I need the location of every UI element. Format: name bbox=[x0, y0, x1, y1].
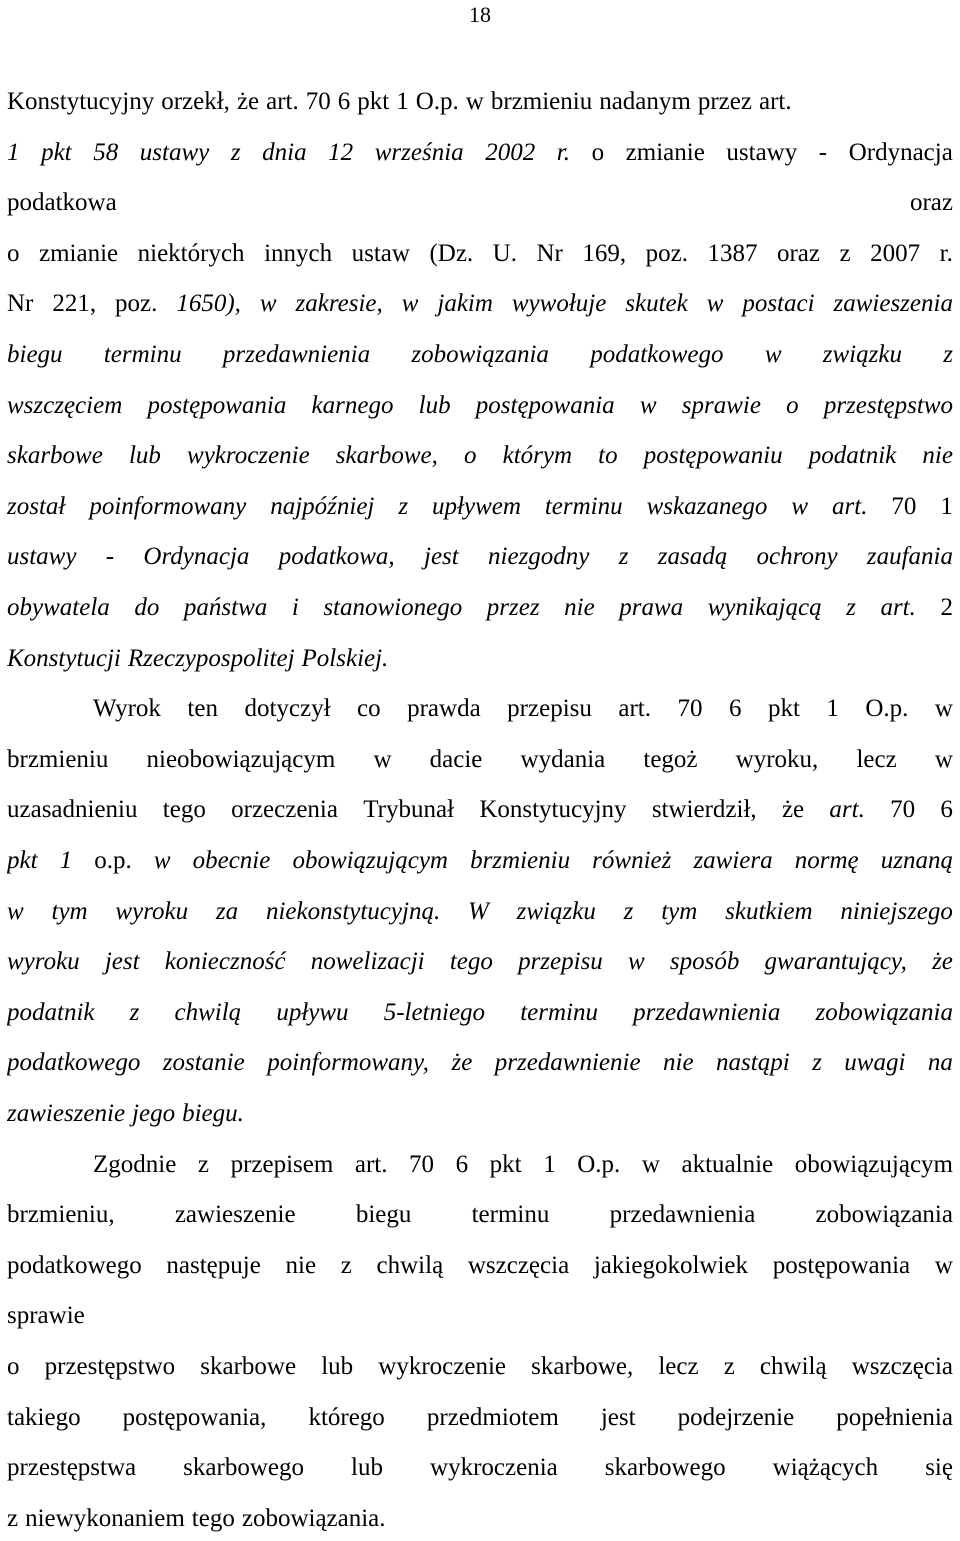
text-word: 70 bbox=[677, 695, 703, 723]
text-word: niniejszego bbox=[840, 897, 953, 925]
text-word: nie bbox=[922, 442, 953, 470]
text-word: 58 bbox=[93, 138, 119, 166]
text-word: obywatela bbox=[7, 594, 110, 621]
text-word: wywołuje bbox=[511, 290, 607, 318]
text-word: przedawnienia bbox=[633, 998, 781, 1026]
text-word: z bbox=[340, 1251, 352, 1279]
text-word: Zgodnie bbox=[93, 1150, 177, 1178]
text-word: wydania bbox=[520, 745, 606, 773]
text-word: niektórych bbox=[137, 239, 245, 267]
text-word: orzeczenia bbox=[231, 796, 338, 824]
text-word: pkt bbox=[7, 847, 38, 874]
text-word: w bbox=[934, 745, 953, 773]
text-word: uwagi bbox=[844, 1049, 906, 1077]
text-word: z bbox=[943, 341, 953, 368]
text-word: przedawnienie bbox=[494, 1049, 641, 1077]
text-word: jest bbox=[104, 948, 140, 976]
text-word: upływem bbox=[432, 492, 521, 520]
text-word: w bbox=[706, 290, 724, 318]
text-word: jest bbox=[600, 1403, 636, 1431]
text-line bbox=[7, 896, 953, 928]
text-word: w bbox=[791, 492, 809, 520]
text-word: skarbowego bbox=[604, 1454, 726, 1482]
text-word: zaufania bbox=[866, 543, 953, 571]
text-word: wynikającą bbox=[707, 594, 822, 621]
text-line bbox=[7, 997, 953, 1029]
text-word: i bbox=[291, 594, 299, 621]
text-word: ustaw bbox=[351, 239, 410, 267]
text-word: biegu. bbox=[182, 1100, 244, 1127]
text-word: następuje bbox=[166, 1251, 261, 1279]
text-word: 2 bbox=[940, 594, 953, 621]
text-word: tegoż bbox=[643, 745, 698, 773]
text-word: 221, bbox=[52, 290, 97, 318]
text-word: konieczność bbox=[164, 948, 286, 976]
text-word: podejrzenie bbox=[677, 1403, 795, 1431]
text-word: - bbox=[818, 138, 828, 166]
text-word: Polskiej. bbox=[301, 644, 389, 672]
text-word: podatkowego bbox=[7, 1251, 142, 1279]
text-word: uznaną bbox=[880, 847, 953, 874]
text-line bbox=[7, 339, 953, 371]
text-word: brzmieniu bbox=[7, 745, 109, 773]
text-word: wykroczenia bbox=[430, 1454, 558, 1482]
text-word: którego bbox=[308, 1403, 385, 1431]
text-word: obowiązującym bbox=[292, 847, 448, 874]
text-word: brzmieniu bbox=[490, 88, 593, 115]
text-word: tego bbox=[449, 948, 493, 976]
text-word: w bbox=[465, 88, 484, 115]
text-word: W bbox=[468, 897, 489, 925]
text-word: zasadą bbox=[657, 543, 728, 571]
text-word: (Dz. bbox=[429, 239, 474, 267]
text-word: 1 bbox=[940, 492, 953, 520]
text-word: lecz bbox=[856, 745, 897, 773]
text-word: zobowiązania bbox=[815, 1201, 953, 1229]
text-word: oraz bbox=[776, 239, 821, 267]
text-word: takiego bbox=[7, 1403, 81, 1431]
text-word: terminu bbox=[471, 1201, 550, 1229]
text-word: zawieszenia bbox=[833, 290, 953, 318]
text-word: niekonstytucyjną. bbox=[265, 897, 441, 925]
text-line bbox=[7, 845, 953, 877]
text-word: że bbox=[932, 948, 953, 976]
text-word: innych bbox=[264, 239, 333, 267]
text-word: postępowania bbox=[475, 391, 615, 419]
text-word: prawa bbox=[619, 594, 684, 621]
text-line bbox=[7, 1098, 953, 1130]
text-word: przestępstwo bbox=[823, 391, 953, 419]
text-word: chwilą bbox=[759, 1353, 827, 1380]
text-word: 1 bbox=[543, 1150, 556, 1178]
text-word: terminu bbox=[544, 492, 623, 520]
text-word: 6 bbox=[940, 796, 953, 824]
text-word: wyroku bbox=[115, 897, 189, 925]
text-word: wszczęciem bbox=[7, 391, 123, 419]
text-word: zobowiązania bbox=[815, 998, 953, 1026]
text-word: pkt bbox=[767, 695, 800, 723]
text-word: Rzeczypospolitej bbox=[127, 644, 295, 672]
text-word: zakresie, bbox=[295, 290, 383, 318]
text-word: obecnie bbox=[192, 847, 271, 874]
text-word: podatkowego bbox=[7, 1049, 141, 1077]
text-word: podatnik bbox=[808, 442, 897, 470]
text-word: pkt bbox=[357, 88, 390, 115]
text-word: jakiegokolwiek bbox=[593, 1251, 748, 1279]
text-word: dnia bbox=[262, 138, 307, 166]
text-word: w bbox=[373, 745, 392, 773]
text-word: zawiera bbox=[693, 847, 773, 874]
text-word: tym bbox=[51, 897, 88, 925]
text-word: którym bbox=[502, 442, 573, 470]
text-word: stanowionego bbox=[323, 594, 463, 621]
text-word: o bbox=[591, 138, 605, 166]
text-word: tego bbox=[162, 796, 206, 824]
text-word: orzekł, bbox=[161, 88, 230, 115]
text-line bbox=[7, 491, 953, 523]
text-word: przez bbox=[486, 594, 540, 621]
text-word: został bbox=[7, 492, 66, 520]
text-word: terminu bbox=[520, 998, 598, 1026]
text-word: skutek bbox=[625, 290, 688, 318]
text-word: 1387 bbox=[707, 239, 758, 267]
text-word: zawieszenie bbox=[174, 1201, 296, 1229]
text-word: zostanie bbox=[162, 1049, 245, 1077]
text-line bbox=[7, 1402, 953, 1434]
text-line bbox=[7, 794, 953, 826]
text-word: przepisu bbox=[518, 948, 603, 976]
text-word: niezgodny bbox=[488, 543, 590, 571]
text-word: podatkowa, bbox=[278, 543, 395, 571]
text-word: 70 bbox=[305, 88, 331, 115]
text-word: niewykonaniem bbox=[25, 1504, 185, 1532]
text-word: o bbox=[786, 391, 799, 419]
text-word: 6 bbox=[337, 88, 351, 115]
text-word: państwa bbox=[183, 594, 268, 621]
text-word: z bbox=[723, 1353, 735, 1380]
text-word: przedawnienia bbox=[222, 341, 371, 368]
text-word: się bbox=[925, 1454, 953, 1482]
text-word: ten bbox=[187, 695, 218, 723]
text-word: wszczęcia bbox=[851, 1353, 953, 1380]
text-word: przepisem bbox=[230, 1150, 334, 1178]
text-word: 70 bbox=[409, 1150, 435, 1178]
text-word: wskazanego bbox=[646, 492, 768, 520]
text-line bbox=[7, 592, 953, 624]
text-word: Konstytucyjny bbox=[7, 88, 155, 115]
text-word: najpóźniej bbox=[270, 492, 375, 520]
text-line bbox=[7, 946, 953, 978]
text-word: chwilą bbox=[376, 1251, 444, 1279]
text-word: 2007 bbox=[870, 239, 921, 267]
text-word: podatkowa bbox=[7, 189, 117, 217]
text-word: postępowania, bbox=[122, 1403, 267, 1431]
text-word: zmianie bbox=[39, 239, 119, 267]
text-word: wszczęcia bbox=[467, 1251, 570, 1279]
text-word: przestępstwo bbox=[44, 1353, 176, 1380]
text-word: z bbox=[618, 543, 629, 571]
text-word: dacie bbox=[429, 745, 483, 773]
text-word: terminu bbox=[103, 341, 182, 368]
text-word: 169, bbox=[582, 239, 627, 267]
text-word: obowiązującym bbox=[794, 1150, 953, 1178]
text-word: 1 bbox=[7, 138, 20, 166]
text-word: pkt bbox=[489, 1150, 522, 1178]
text-word: Ordynacja bbox=[143, 543, 250, 571]
text-word: przedawnienia bbox=[609, 1201, 756, 1229]
text-word: 2002 bbox=[485, 138, 536, 166]
text-line bbox=[7, 187, 953, 219]
text-word: zmianie bbox=[625, 138, 705, 166]
text-word: przestępstwa bbox=[7, 1454, 137, 1482]
text-word: Konstytucyjny bbox=[479, 796, 627, 824]
text-word: przepisu bbox=[507, 695, 592, 723]
text-word: lecz bbox=[658, 1353, 699, 1380]
text-word: w bbox=[639, 391, 657, 419]
text-word: skutkiem bbox=[725, 897, 813, 925]
text-word: o bbox=[7, 1353, 20, 1380]
text-word: lub bbox=[351, 1454, 383, 1482]
text-line bbox=[7, 288, 953, 320]
text-word: poz. bbox=[115, 290, 158, 318]
text-word: w bbox=[934, 1251, 953, 1279]
text-word: z bbox=[839, 239, 851, 267]
text-word: nie bbox=[663, 1049, 694, 1077]
text-line bbox=[7, 1452, 953, 1484]
text-word: w bbox=[627, 948, 645, 976]
text-word: nieobowiązującym bbox=[146, 745, 336, 773]
text-word: r. bbox=[556, 138, 571, 166]
text-word: skarbowego bbox=[183, 1454, 304, 1482]
text-word: ustawy bbox=[139, 138, 210, 166]
text-word: podatkowego bbox=[590, 341, 724, 368]
text-word: tym bbox=[661, 897, 698, 925]
text-word: wyroku bbox=[7, 948, 80, 976]
text-word: art. bbox=[832, 492, 868, 520]
text-word: brzmieniu bbox=[470, 847, 571, 874]
text-word: że bbox=[781, 796, 805, 824]
text-word: jakim bbox=[437, 290, 493, 318]
text-word: lub bbox=[128, 442, 161, 470]
text-line bbox=[7, 390, 953, 422]
text-word: postępowaniu bbox=[643, 442, 783, 470]
text-word: O.p. bbox=[577, 1150, 621, 1178]
text-word: popełnienia bbox=[836, 1403, 953, 1431]
text-word: sprawie bbox=[7, 1302, 85, 1330]
text-line bbox=[93, 693, 953, 725]
text-word: 6 bbox=[728, 695, 742, 723]
text-word: sposób bbox=[669, 948, 740, 976]
text-word: z bbox=[197, 1150, 209, 1178]
text-word: o.p. bbox=[94, 847, 132, 874]
text-line bbox=[7, 440, 953, 472]
text-word: biegu bbox=[355, 1201, 412, 1229]
text-word: przez bbox=[697, 88, 752, 115]
text-word: art. bbox=[758, 88, 792, 115]
text-word: że bbox=[236, 88, 260, 115]
text-word: ustawy bbox=[7, 543, 77, 571]
text-word: za bbox=[215, 897, 239, 925]
text-word: nie bbox=[564, 594, 595, 621]
text-word: wyroku, bbox=[735, 745, 819, 773]
text-word: art. bbox=[880, 594, 916, 621]
text-word: września bbox=[374, 138, 464, 166]
text-word: z bbox=[129, 998, 140, 1026]
text-word: Trybunał bbox=[363, 796, 455, 824]
text-word: Nr bbox=[7, 290, 34, 318]
text-word: co bbox=[357, 695, 381, 723]
page-number: 18 bbox=[469, 2, 491, 27]
text-word: z bbox=[846, 594, 856, 621]
text-word: Konstytucji bbox=[7, 644, 121, 672]
text-word: stwierdził, bbox=[651, 796, 757, 824]
text-word: w bbox=[401, 290, 419, 318]
text-word: zawieszenie bbox=[7, 1100, 126, 1127]
text-word: wykroczenie bbox=[378, 1353, 507, 1380]
text-word: art. bbox=[618, 695, 651, 723]
text-word: wiążących bbox=[772, 1454, 879, 1482]
text-word: Nr bbox=[536, 239, 563, 267]
text-line bbox=[7, 1300, 953, 1332]
text-word: z bbox=[7, 1504, 19, 1532]
text-word: skarbowe bbox=[200, 1353, 297, 1380]
text-word: podatnik bbox=[7, 998, 95, 1026]
text-word: aktualnie bbox=[681, 1150, 774, 1178]
text-word: ochrony bbox=[756, 543, 838, 571]
text-word: przedmiotem bbox=[426, 1403, 559, 1431]
text-word: 1 bbox=[826, 695, 839, 723]
text-word: 12 bbox=[328, 138, 354, 166]
text-word: dotyczył bbox=[244, 695, 331, 723]
text-word: Ordynacja bbox=[848, 138, 953, 166]
text-word: 70 bbox=[890, 796, 916, 824]
text-line bbox=[7, 1047, 953, 1079]
text-word: że bbox=[451, 1049, 473, 1077]
text-word: poz. bbox=[645, 239, 688, 267]
text-word: w bbox=[641, 1150, 660, 1178]
text-word: związku bbox=[822, 341, 902, 368]
text-word: z bbox=[623, 897, 634, 925]
text-word: nowelizacji bbox=[310, 948, 425, 976]
text-word: nastąpi bbox=[716, 1049, 790, 1077]
text-word: biegu bbox=[7, 341, 63, 368]
text-word: jego bbox=[132, 1100, 176, 1127]
text-word: poinformowany, bbox=[267, 1049, 430, 1077]
text-word: oraz bbox=[909, 189, 953, 217]
text-word: O.p. bbox=[865, 695, 909, 723]
text-line bbox=[7, 137, 953, 169]
text-word: gwarantujący, bbox=[764, 948, 907, 976]
text-word: wykroczenie bbox=[187, 442, 310, 470]
text-word: z bbox=[812, 1049, 822, 1077]
text-word: w bbox=[259, 290, 277, 318]
text-word: r. bbox=[939, 239, 953, 267]
text-line bbox=[7, 744, 953, 776]
text-word: 1 bbox=[59, 847, 73, 874]
text-line bbox=[7, 1199, 953, 1231]
text-word: również bbox=[592, 847, 672, 874]
text-word: U. bbox=[492, 239, 517, 267]
text-word: 6 bbox=[455, 1150, 469, 1178]
text-word: nadanym bbox=[599, 88, 691, 115]
text-word: art. bbox=[266, 88, 299, 115]
text-word: tego bbox=[191, 1504, 235, 1532]
text-word: prawda bbox=[407, 695, 481, 723]
text-word: ustawy bbox=[726, 138, 798, 166]
text-word: normę bbox=[794, 847, 859, 874]
text-word: skarbowe, bbox=[335, 442, 438, 470]
text-word: 5-letniego bbox=[383, 998, 486, 1026]
text-word: to bbox=[598, 442, 618, 470]
text-word: zobowiązania bbox=[411, 341, 549, 368]
text-word: - bbox=[105, 543, 115, 571]
text-word: w bbox=[7, 897, 24, 925]
text-word: pkt bbox=[41, 138, 72, 166]
text-word: w bbox=[934, 695, 953, 723]
text-line bbox=[7, 541, 953, 573]
text-line bbox=[7, 86, 953, 118]
text-line bbox=[93, 1149, 953, 1181]
text-word: o bbox=[7, 239, 20, 267]
text-word: uzasadnieniu bbox=[7, 796, 138, 824]
text-line bbox=[7, 1503, 953, 1535]
text-word: 1 bbox=[396, 88, 409, 115]
text-word: lub bbox=[418, 391, 451, 419]
text-line bbox=[7, 1351, 953, 1383]
text-word: Wyrok bbox=[93, 695, 161, 723]
text-word: upływu bbox=[276, 998, 349, 1026]
text-word: art. bbox=[354, 1150, 388, 1178]
text-word: O.p. bbox=[415, 88, 459, 115]
text-word: w bbox=[764, 341, 782, 368]
text-word: 1650), bbox=[176, 290, 241, 318]
text-word: lub bbox=[321, 1353, 354, 1380]
text-word: w bbox=[153, 847, 171, 874]
text-word: o bbox=[464, 442, 477, 470]
text-word: art. bbox=[829, 796, 865, 824]
text-word: nie bbox=[285, 1251, 317, 1279]
text-line bbox=[7, 238, 953, 270]
text-word: do bbox=[134, 594, 160, 621]
text-word: poinformowany bbox=[89, 492, 247, 520]
text-word: z bbox=[230, 138, 241, 166]
text-word: na bbox=[927, 1049, 953, 1077]
text-word: skarbowe, bbox=[531, 1353, 634, 1380]
text-word: skarbowe bbox=[7, 442, 103, 470]
text-word: postępowania bbox=[147, 391, 287, 419]
text-word: 70 bbox=[891, 492, 917, 520]
text-line bbox=[7, 1250, 953, 1282]
text-word: karnego bbox=[311, 391, 394, 419]
text-word: związku bbox=[516, 897, 596, 925]
text-word: brzmieniu, bbox=[7, 1201, 115, 1229]
text-word: jest bbox=[424, 543, 459, 571]
text-word: postaci bbox=[742, 290, 815, 318]
text-word: chwilą bbox=[174, 998, 242, 1026]
text-word: zobowiązania. bbox=[241, 1504, 386, 1532]
text-word: postępowania bbox=[772, 1251, 911, 1279]
text-word: sprawie bbox=[681, 391, 761, 419]
text-word: z bbox=[398, 492, 409, 520]
text-line bbox=[7, 643, 953, 675]
